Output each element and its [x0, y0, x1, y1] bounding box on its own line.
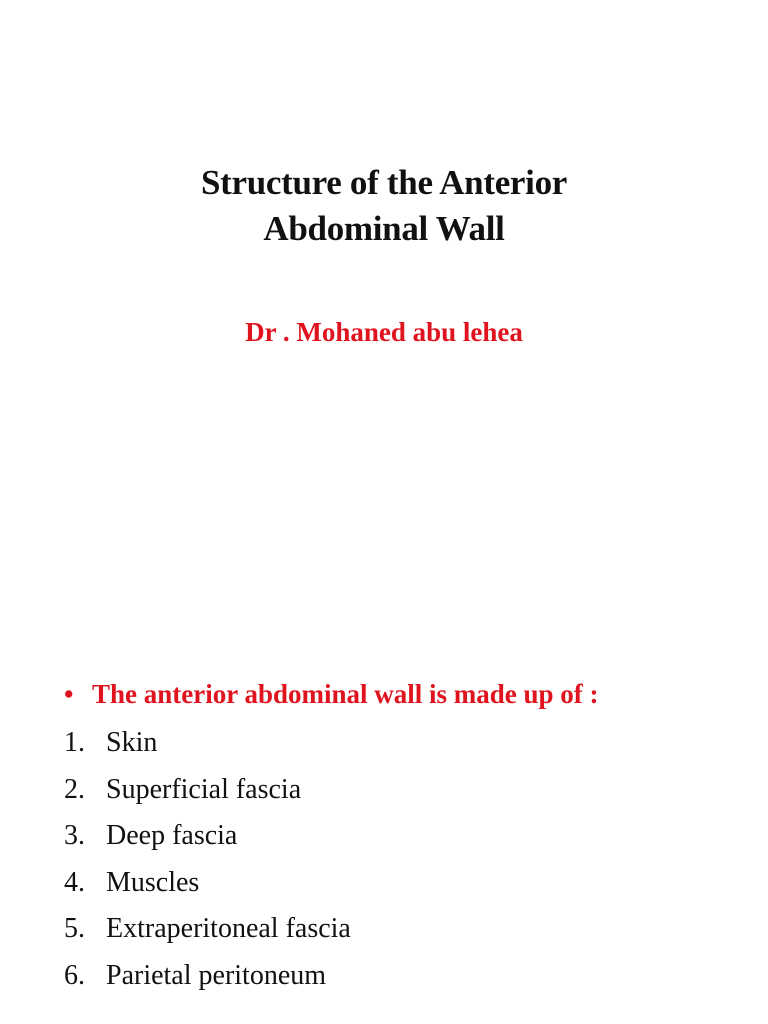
author-name: Dr . Mohaned abu lehea — [245, 317, 523, 347]
intro-bullet-point — [64, 674, 599, 714]
slide-title-line-1: Structure of the Anterior — [200, 163, 568, 202]
list-item-number: 3. — [64, 820, 85, 851]
list-item — [64, 906, 351, 953]
slide-title — [0, 160, 768, 252]
list-item — [64, 767, 351, 814]
list-item-text: Skin — [106, 727, 158, 758]
list-item — [64, 813, 351, 860]
list-item-text: Superficial fascia — [106, 773, 302, 805]
bullet-icon: • — [64, 679, 74, 709]
slide-title-line-2: Abdominal Wall — [263, 209, 505, 248]
layers-list — [64, 720, 351, 999]
list-item — [64, 860, 351, 907]
list-item-text: Parietal peritoneum — [106, 959, 327, 991]
list-item-text: Extraperitoneal fascia — [106, 913, 351, 944]
list-item-number: 1. — [64, 727, 85, 758]
list-item-number: 4. — [64, 866, 85, 898]
list-item-number: 6. — [64, 959, 85, 991]
list-item — [64, 720, 351, 767]
list-item — [64, 953, 351, 1000]
list-item-text: Muscles — [106, 866, 200, 898]
intro-text: The anterior abdominal wall is made up of : — [92, 679, 599, 709]
list-item-text: Deep fascia — [106, 820, 238, 851]
list-item-number: 5. — [64, 913, 85, 944]
list-item-number: 2. — [64, 773, 85, 805]
